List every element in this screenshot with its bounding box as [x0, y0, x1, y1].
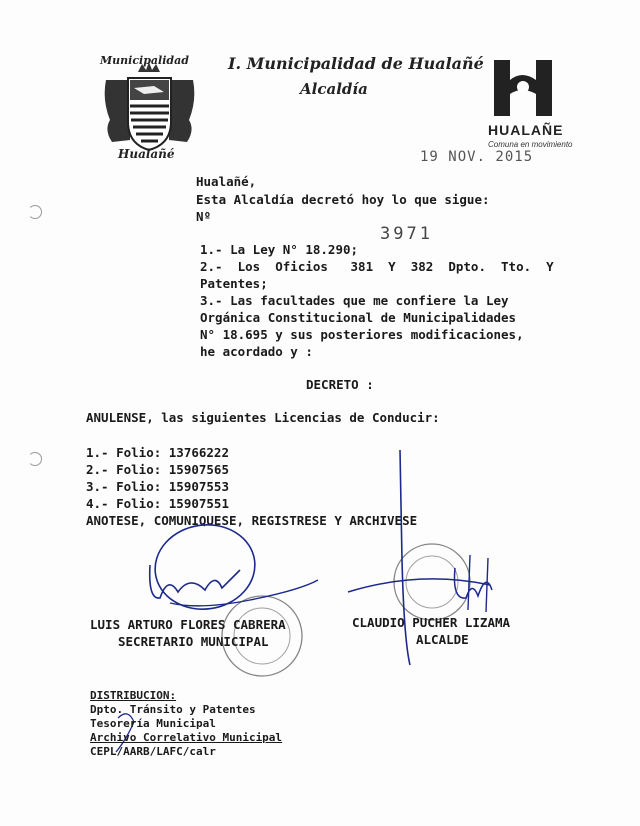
office-title: Alcaldía [300, 80, 368, 98]
hualane-logo [486, 56, 596, 154]
signatory-right-name: CLAUDIO PUCHER LIZAMA [352, 615, 511, 630]
decree-number: 3971 [380, 224, 433, 244]
place-line: Hualañé, [196, 174, 257, 189]
consideration-line: 3.- Las facultades que me confiere la Ley [200, 293, 509, 308]
consideration-line: 1.- La Ley N° 18.290; [200, 242, 359, 257]
intro-line: Esta Alcaldía decretó hoy lo que sigue: [196, 192, 490, 207]
consideration-line: he acordado y : [200, 344, 313, 359]
distribution-item: Archivo Correlativo Municipal [90, 731, 283, 744]
closing-line: ANOTESE, COMUNIQUESE, REGISTRESE Y ARCHIVESE [86, 513, 418, 528]
distribution-item: Dpto. Tránsito y Patentes [90, 703, 256, 716]
folio-item: 4.- Folio: 15907551 [86, 496, 229, 511]
logo-tagline: Comuna en movimiento [488, 140, 573, 149]
hualane-logo-icon [490, 56, 560, 118]
logo-name: HUALAÑE [488, 122, 564, 138]
distribution-item: CEPL/AARB/LAFC/calr [90, 745, 216, 758]
consideration-line: 2.- Los Oficios 381 Y 382 Dpto. Tto. Y [200, 259, 554, 274]
signatory-left-name: LUIS ARTURO FLORES CABRERA [90, 617, 286, 632]
punch-hole [28, 205, 42, 219]
number-label: Nº [196, 209, 212, 224]
folio-item: 2.- Folio: 15907565 [86, 462, 229, 477]
distribution-title: DISTRIBUCION: [90, 689, 177, 702]
punch-hole [28, 452, 42, 466]
signatory-right-title: ALCALDE [416, 632, 469, 647]
municipality-title: I. Municipalidad de Hualañé [228, 54, 484, 73]
distribution-item: Tesorería Municipal [90, 717, 216, 730]
signatory-left-title: SECRETARIO MUNICIPAL [118, 634, 269, 649]
consideration-line: Patentes; [200, 276, 268, 291]
decreto-heading: DECRETO : [306, 377, 374, 392]
folio-item: 1.- Folio: 13766222 [86, 445, 229, 460]
municipal-crest [92, 50, 207, 165]
date-stamp: 19 NOV. 2015 [420, 149, 534, 165]
folio-item: 3.- Folio: 15907553 [86, 479, 229, 494]
consideration-line: N° 18.695 y sus posteriores modificaciones, [200, 327, 524, 342]
crest-bottom-text: Hualañé [118, 147, 175, 161]
crest-top-text: Municipalidad [100, 54, 189, 67]
consideration-line: Orgánica Constitucional de Municipalidades [200, 310, 517, 325]
anulense-line: ANULENSE, las siguientes Licencias de Conducir: [86, 410, 440, 425]
